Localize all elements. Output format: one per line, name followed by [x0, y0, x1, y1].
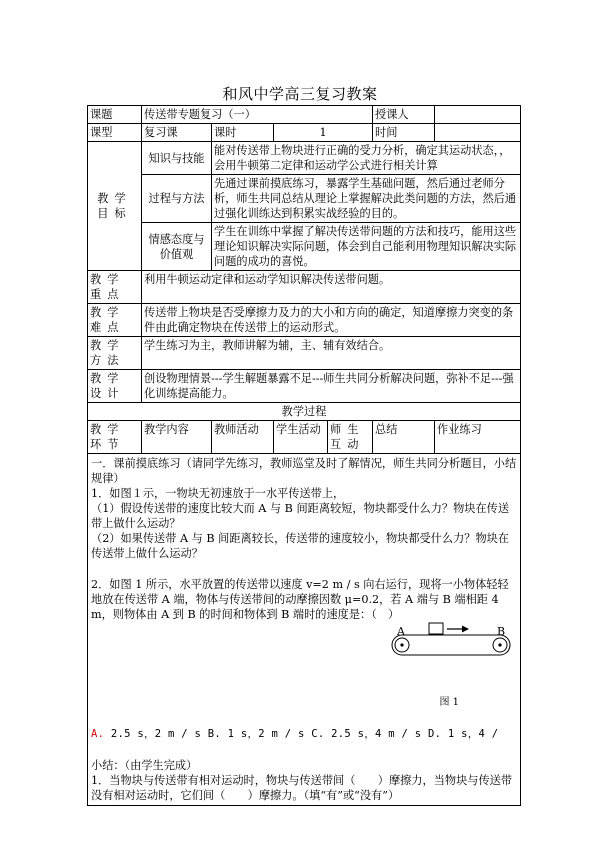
difficulty-text: 传送带上物块是否受摩擦力及力的大小和方向的确定，知道摩擦力突变的条件由此确定物块在传送带上的运动形式。: [142, 304, 521, 337]
question-1b: （2）如果传送带 A 与 B 间距离较长，传送带的速度较小，物块都受什么力？物块在传送带上做什么运动？: [91, 532, 510, 560]
question-2-block: [91, 577, 517, 727]
key-point-text: 利用牛顿运动定律和运动学知识解决传送带问题。: [142, 271, 521, 304]
teacher-label: 授课人: [373, 106, 435, 124]
figure-caption: 图 1: [439, 697, 460, 708]
knowledge-text: 能对传送带上物块进行正确的受力分析，确定其运动状态，，会用牛顿第二定律和运动学公式进行相关计算: [212, 142, 521, 175]
type-label: 课型: [88, 124, 142, 142]
section1-heading: 一．课前摸底练习（请同学先练习，教师巡堂及时了解情况，师生共同分析题目，小结规律）: [91, 457, 517, 485]
spacer: [91, 561, 517, 577]
method-label: 教学方法: [88, 337, 142, 370]
hours-value: 1: [274, 124, 373, 142]
knowledge-label: 知识与技能: [142, 142, 212, 175]
key-point-label: 教学重点: [88, 271, 142, 304]
key-point-row: [88, 271, 521, 304]
process-title: 教学过程: [88, 403, 521, 421]
type-value: 复习课: [142, 124, 212, 142]
lesson-plan-table: [87, 105, 521, 806]
answer-options: [91, 727, 517, 742]
process-title-row: [88, 403, 521, 421]
type-row: [88, 124, 521, 142]
attitude-label: 情感态度与价值观: [142, 223, 212, 271]
content-row: [88, 454, 521, 806]
process-header-cell: 教学环节: [88, 421, 142, 454]
goal-process-row: [88, 175, 521, 223]
arrow-head-icon: [462, 626, 469, 633]
left-roller-axle-icon: [400, 643, 403, 646]
summary-heading: 小结：（由学生完成）: [91, 759, 198, 772]
process-label: 过程与方法: [142, 175, 212, 223]
option-a-letter: A.: [91, 728, 105, 740]
process-header-cell: 教师活动: [212, 421, 274, 454]
difficulty-row: [88, 304, 521, 337]
time-label: 时间: [373, 124, 435, 142]
page-title: 和风中学高三复习教案: [222, 85, 378, 103]
process-header-cell: 师生互动: [328, 421, 373, 454]
goals-label: 教学目标: [88, 142, 142, 271]
attitude-text: 学生在训练中掌握了解决传送带问题的方法和技巧，能用这些理论知识解决实际问题，体会到自己能利用物理知识解决实际问题的成功的喜悦。: [212, 223, 521, 271]
goal-knowledge-row: [88, 142, 521, 175]
hours-label: 课时: [212, 124, 274, 142]
method-text: 学生练习为主，教师讲解为辅，主、辅有效结合。: [142, 337, 521, 370]
fig-label-a: A: [397, 625, 405, 638]
goal-attitude-row: [88, 223, 521, 271]
teacher-value: [435, 106, 521, 124]
spacer: [91, 742, 517, 758]
design-label: 教学设计: [88, 370, 142, 403]
options-text: 2.5 s，2 m / s B. 1 s，2 m / s C. 2.5 s，4 m / s D. 1 s，4 /: [104, 728, 499, 740]
time-value: [435, 124, 521, 142]
right-roller-axle-icon: [498, 643, 501, 646]
question-1a: （1）假设传送带的速度比较大而 A 与 B 间距离较短，物块都受什么力？物块在传送带上做什么运动？: [91, 502, 510, 530]
topic-label: 课题: [88, 106, 142, 124]
summary-item-1: 1．当物块与传送带有相对运动时，物块与传送带间（ ）摩擦力，当物块与传送带没有相对运动时，它们间（ ）摩擦力。（填“有”或“没有”）: [91, 774, 513, 802]
question-2: 2．如图 1 所示，水平放置的传送带以速度 v=2 m / s 向右运行，现将一小物体轻轻地放在传送带 A 端，物体与传送带间的动摩擦因数 μ=0.2，若 A 端与 B 端相距 4 m，则物体由 A 到 B 的时间和物体到 B 端时的速度是：（ ）: [91, 578, 509, 621]
process-header-cell: 作业练习: [435, 421, 521, 454]
content-cell: [88, 454, 521, 806]
topic-value: 传送带专题复习（一）: [142, 106, 373, 124]
fig-label-b: B: [497, 625, 506, 638]
difficulty-label: 教学难点: [88, 304, 142, 337]
topic-row: [88, 106, 521, 124]
design-text: 创设物理情景---学生解题暴露不足---师生共同分析解决问题，弥补不足---强化训练提高能力。: [142, 370, 521, 403]
block-icon: [429, 623, 443, 634]
process-text: 先通过课前摸底练习，暴露学生基础问题，然后通过老师分析，师生共同总结从理论上掌握解决此类问题的方法，然后通过强化训练达到积累实战经验的目的。: [212, 175, 521, 223]
process-header-cell: 总结: [373, 421, 435, 454]
question-1: 1．如图１示，一物块无初速放于一水平传送带上，: [91, 487, 345, 500]
process-header-row: [88, 421, 521, 454]
design-row: [88, 370, 521, 403]
method-row: [88, 337, 521, 370]
process-header-cell: 学生活动: [274, 421, 328, 454]
process-header-cell: 教学内容: [142, 421, 212, 454]
